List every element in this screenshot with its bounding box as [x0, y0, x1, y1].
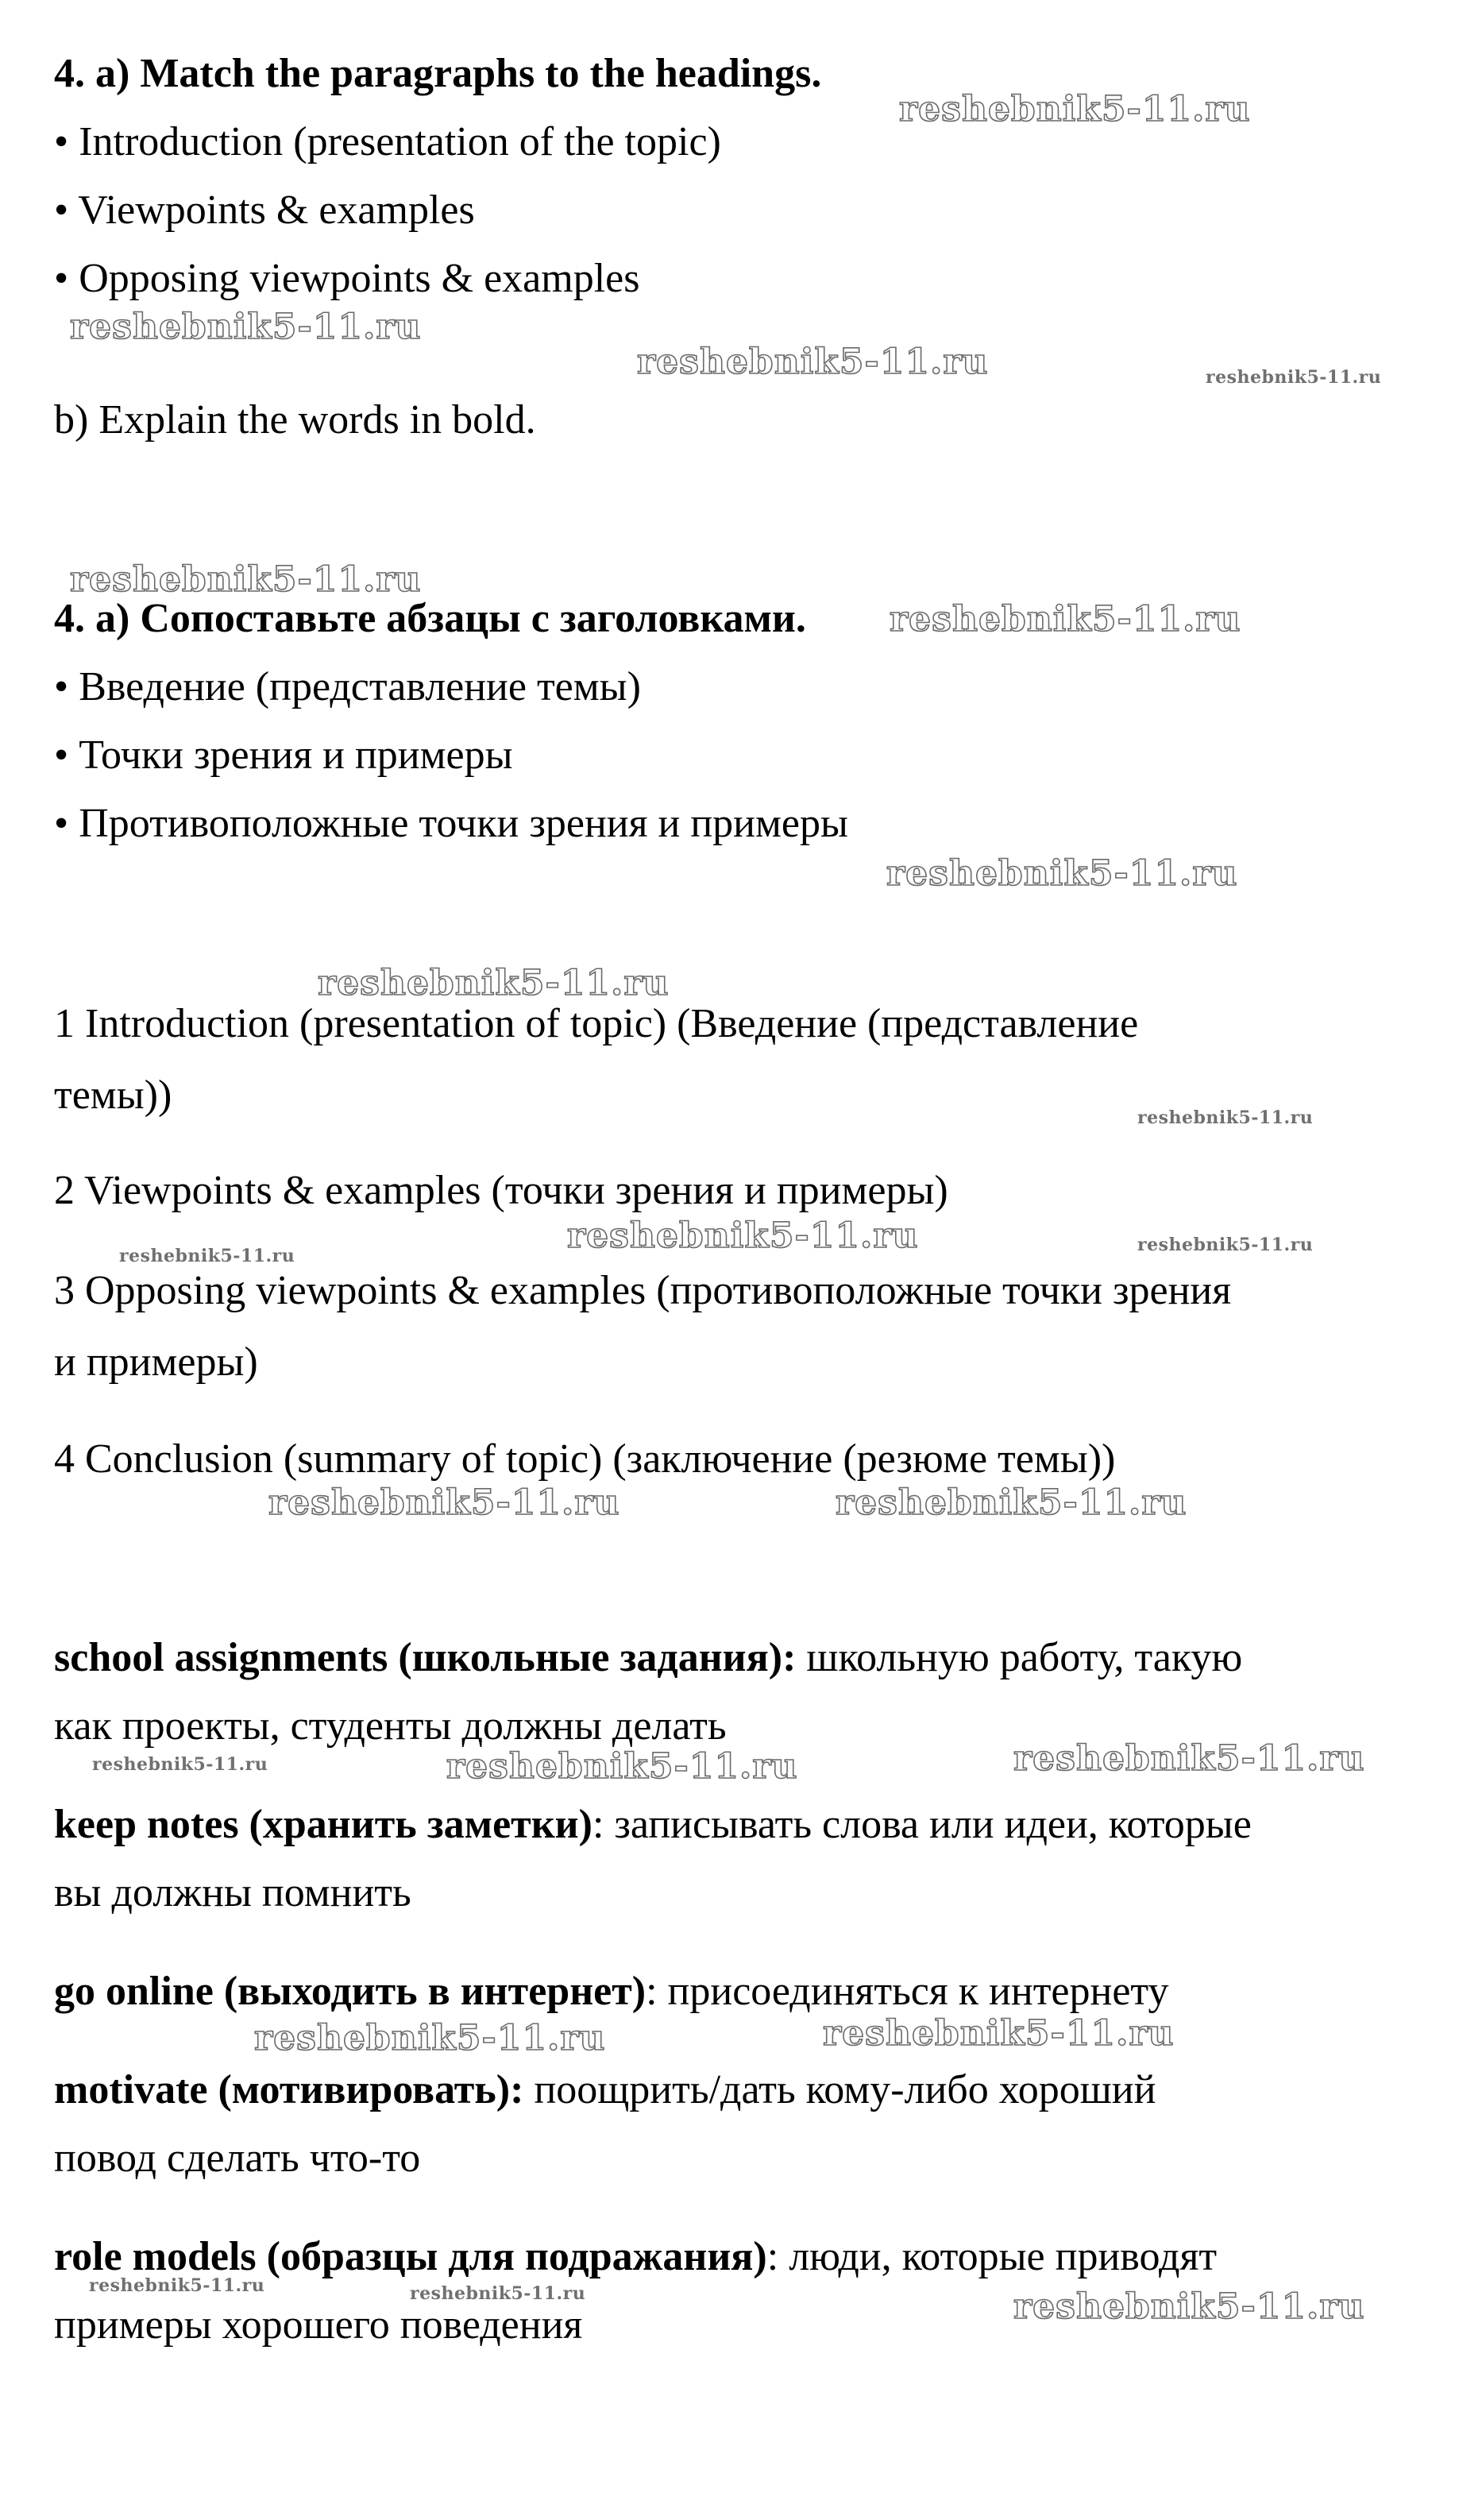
glossary-definition-continued: повод сделать что-то: [54, 2135, 421, 2181]
watermark: reshebnik5-11.ru: [823, 2013, 1175, 2054]
answer-4: 4 Conclusion (summary of topic) (заключение (резюме темы)): [54, 1436, 1116, 1482]
answer-1-line-1: 1 Introduction (presentation of topic) (Введение (представление: [54, 1001, 1139, 1046]
bullet-tochki-zreniya: • Точки зрения и примеры: [54, 732, 513, 778]
watermark: reshebnik5-11.ru: [89, 2275, 265, 2296]
glossary-definition: поощрить/дать кому-либо хороший: [523, 2067, 1156, 2112]
glossary-definition: школьную работу, такую: [796, 1635, 1243, 1680]
glossary-term: motivate (мотивировать):: [54, 2067, 524, 2112]
watermark: reshebnik5-11.ru: [92, 1754, 268, 1775]
glossary-item-go-online: [54, 1967, 1168, 2016]
task-heading-english: 4. a) Match the paragraphs to the headings.: [54, 51, 822, 96]
watermark: reshebnik5-11.ru: [899, 89, 1251, 129]
watermark: reshebnik5-11.ru: [836, 1482, 1187, 1523]
watermark: reshebnik5-11.ru: [1206, 367, 1382, 388]
bullet-introduction: • Introduction (presentation of the topic): [54, 119, 721, 164]
task-heading-russian: 4. а) Сопоставьте абзацы с заголовками.: [54, 596, 806, 641]
watermark: reshebnik5-11.ru: [119, 1246, 295, 1266]
answer-3-line-1: 3 Opposing viewpoints & examples (противоположные точки зрения: [54, 1268, 1232, 1313]
watermark: reshebnik5-11.ru: [254, 2018, 606, 2058]
answer-1-line-2: темы)): [54, 1073, 172, 1118]
glossary-term: role models (образцы для подражания): [54, 2234, 767, 2279]
watermark: reshebnik5-11.ru: [1137, 1107, 1314, 1128]
watermark: reshebnik5-11.ru: [1013, 1738, 1365, 1779]
watermark: reshebnik5-11.ru: [886, 853, 1238, 894]
watermark: reshebnik5-11.ru: [567, 1216, 919, 1256]
answer-2: 2 Viewpoints & examples (точки зрения и примеры): [54, 1168, 948, 1213]
watermark: reshebnik5-11.ru: [410, 2283, 586, 2304]
glossary-term: keep notes (хранить заметки): [54, 1802, 592, 1847]
watermark: reshebnik5-11.ru: [446, 1746, 798, 1787]
bullet-opposing-viewpoints: • Opposing viewpoints & examples: [54, 256, 640, 301]
glossary-term: go online (выходить в интернет): [54, 1969, 647, 2014]
watermark: reshebnik5-11.ru: [890, 599, 1241, 640]
answer-3-line-2: и примеры): [54, 1339, 258, 1385]
glossary-definition: : записывать слова или идеи, которые: [592, 1802, 1252, 1847]
glossary-definition: : присоединяться к интернету: [646, 1969, 1169, 2014]
glossary-definition-continued: как проекты, студенты должны делать: [54, 1703, 727, 1749]
watermark: reshebnik5-11.ru: [70, 307, 422, 347]
watermark: reshebnik5-11.ru: [268, 1482, 620, 1523]
watermark: reshebnik5-11.ru: [1137, 1235, 1314, 1255]
watermark: reshebnik5-11.ru: [70, 559, 422, 600]
watermark: reshebnik5-11.ru: [637, 342, 989, 382]
glossary-item-school-assignments: [54, 1633, 1242, 1683]
glossary-item-keep-notes: [54, 1800, 1252, 1849]
task-part-b: b) Explain the words in bold.: [54, 397, 536, 443]
bullet-protivopolozhnye: • Противоположные точки зрения и примеры: [54, 801, 848, 846]
bullet-vvedenie: • Введение (представление темы): [54, 664, 641, 709]
glossary-term: school assignments (школьные задания):: [54, 1635, 797, 1680]
glossary-definition-continued: вы должны помнить: [54, 1870, 411, 1915]
glossary-item-role-models: [54, 2232, 1217, 2282]
glossary-definition-continued: примеры хорошего поведения: [54, 2302, 583, 2348]
watermark: reshebnik5-11.ru: [1013, 2286, 1365, 2327]
bullet-viewpoints: • Viewpoints & examples: [54, 187, 475, 233]
glossary-definition: : люди, которые приводят: [766, 2234, 1218, 2279]
watermark: reshebnik5-11.ru: [318, 963, 670, 1003]
glossary-item-motivate: [54, 2066, 1156, 2115]
